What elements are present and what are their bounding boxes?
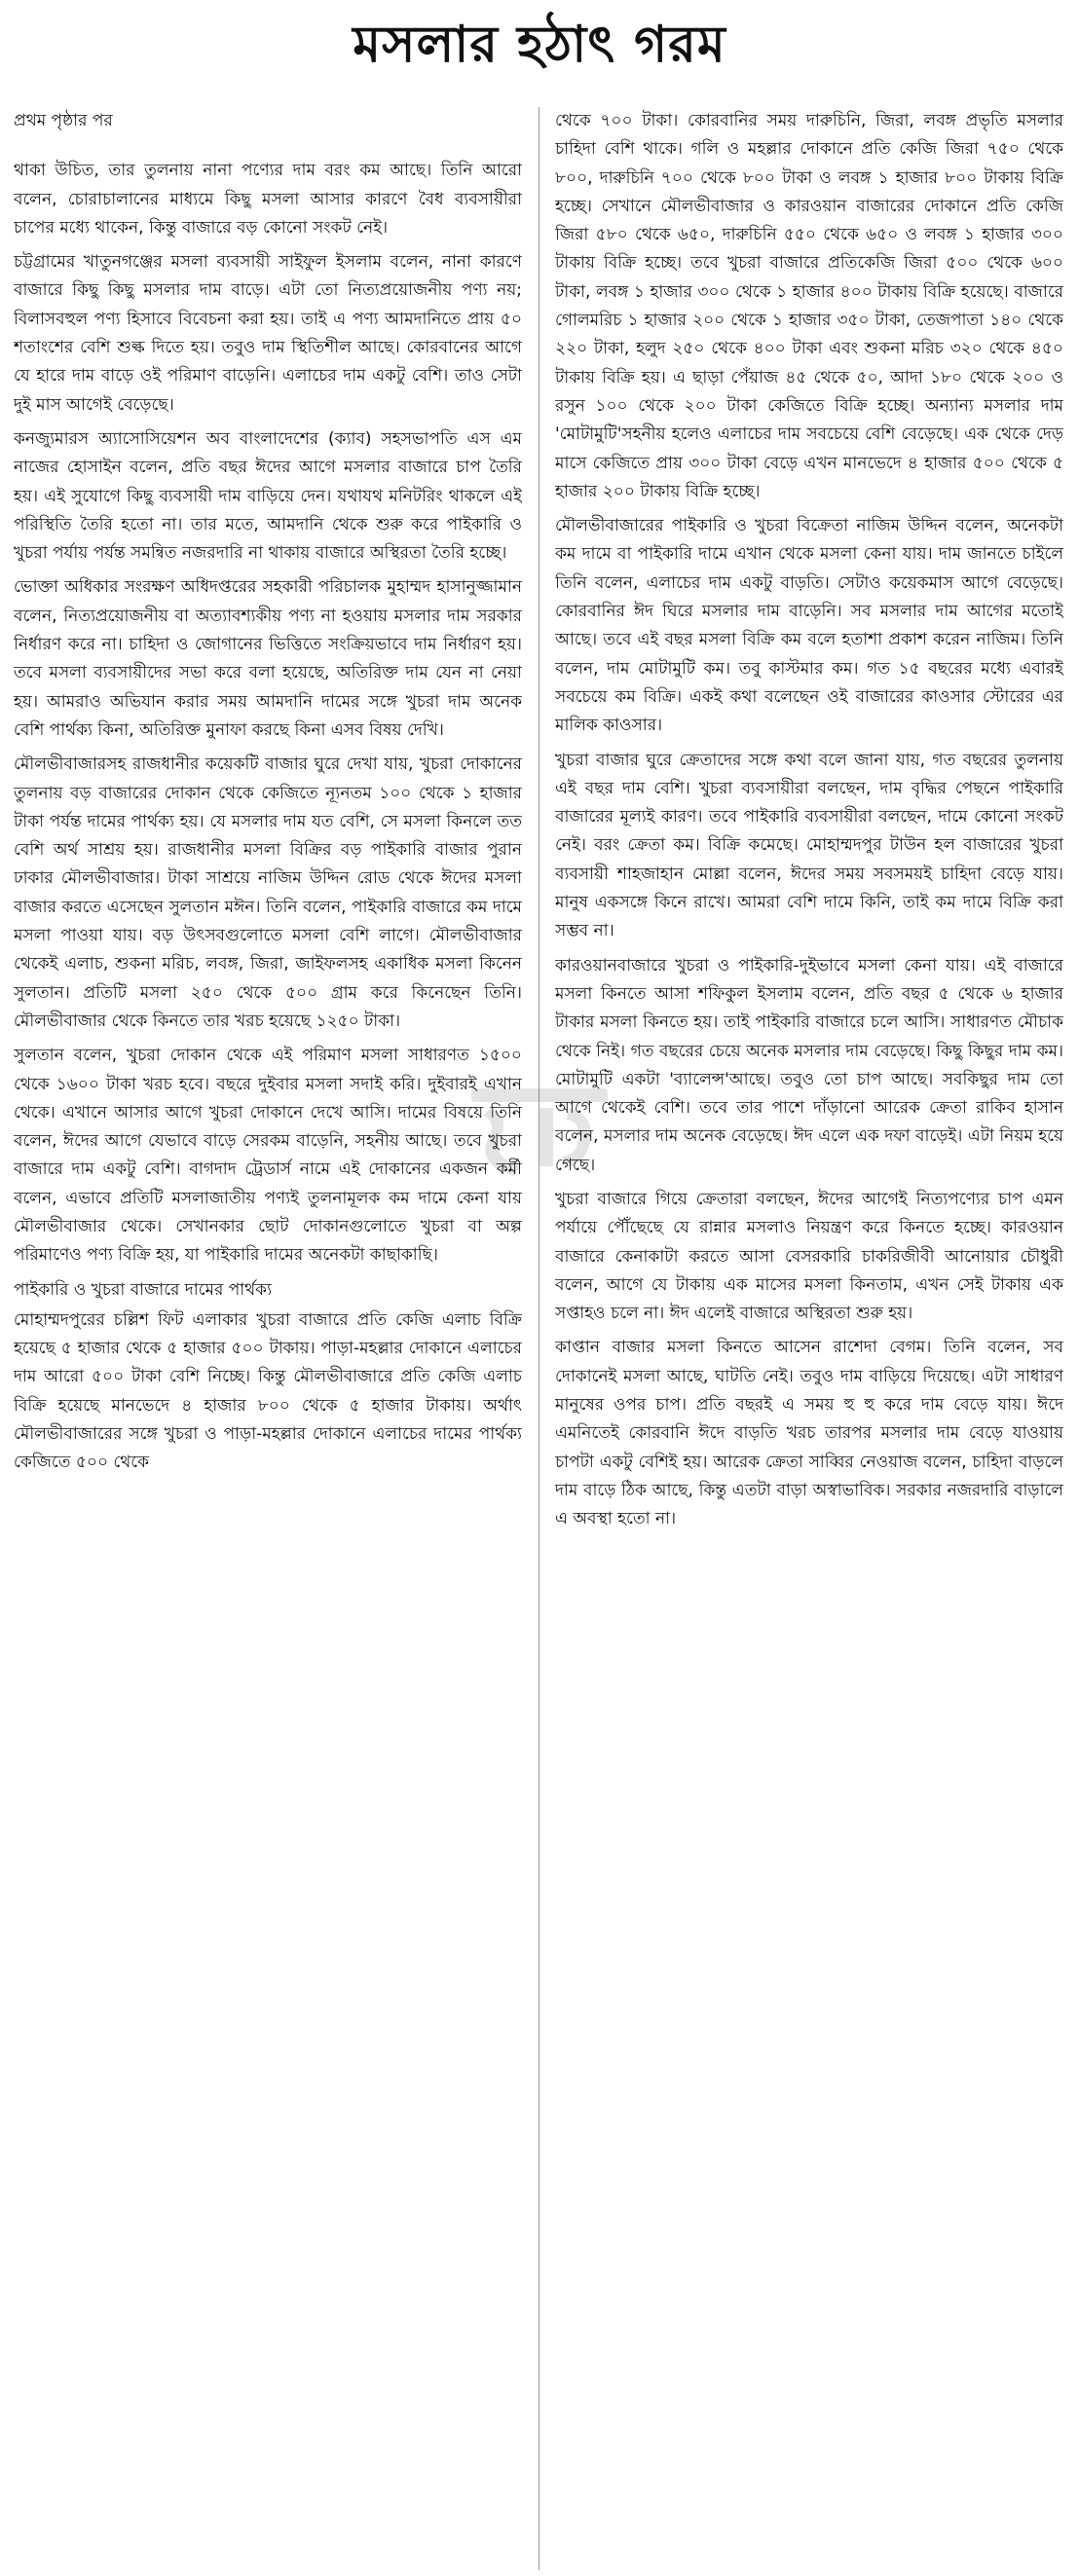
paragraph: থেকে ৭০০ টাকা। কোরবানির সময় দারুচিনি, জিরা, লবঙ্গ প্রভৃতি মসলার চাহিদা বেশি থাকে। গলি ও মহল্লার দোকানে প্রতি কেজি জিরা ৭৫০ থেকে ৮০০, দারুচিনি ৭০০ থেকে ৮০০ টাকা ও লবঙ্গ ১ হাজার ৮০০ টাকায় বিক্রি হচ্ছে। সেখানে মৌলভীবাজার ও কারওয়ান বাজারের দোকানে প্রতি কেজি জিরা ৫৮০ থেকে ৬৫০, দারুচিনি ৫৫০ থেকে ৬৫০ ও লবঙ্গ ১ হাজার ৩০০ টাকায় বিক্রি হচ্ছে। তবে খুচরা বাজারে প্রতিকেজি জিরা ৫০০ থেকে ৬০০ টাকা, লবঙ্গ ১ হাজার ৩০০ থেকে ১ হাজার ৪০০ টাকায় বিক্রি হয়েছে। বাজারে গোলমরিচ ১ হাজার ২০০ থেকে ১ হাজার ৩৫০ টাকা, তেজপাতা ১৪০ থেকে ২২০ টাকা, হলুদ ২৫০ থেকে ৪০০ টাকা এবং শুকনা মরিচ ৩২০ থেকে ৪৫০ টাকায় বিক্রি হয়। এ ছাড়া পেঁয়াজ ৪৫ থেকে ৫০, আদা ১৮০ থেকে ২০০ ও রসুন ১০০ থেকে ২০০ টাকা কেজিতে বিক্রি হচ্ছে। অন্যান্য মসলার দাম 'মোটামুটি'সহনীয় হলেও এলাচের দাম সবচেয়ে বেশি বেড়েছে। এক থেকে দেড় মাসে কেজিতে প্রায় ৩০০ টাকা বেড়ে এখন মানভেদে ৪ হাজার ৫০০ থেকে ৫ হাজার ২০০ টাকায় বিক্রি হচ্ছে। xyxy=(555,111,1063,501)
paragraph: থাকা উচিত, তার তুলনায় নানা পণ্যের দাম বরং কম আছে। তিনি আরো বলেন, চোরাচালানের মাধ্যমে কিছু মসলা আসার কারণে বৈধ ব্যবসায়ীরা চাপের মধ্যে থাকেন, কিন্তু বাজারে বড় কোনো সংকট নেই। xyxy=(14,161,522,238)
right-column xyxy=(555,107,1063,2570)
paragraph: মোহাম্মদপুরের চল্লিশ ফিট এলাকার খুচরা বাজারে প্রতি কেজি এলাচ বিক্রি হয়েছে ৫ হাজার থেকে ৫ হাজার ৫০০ টাকায়। পাড়া-মহল্লার দোকানে এলাচের দাম আরো ৫০০ টাকা বেশি নিচ্ছে। কিন্তু মৌলভীবাজারে প্রতি কেজি এলাচ বিক্রি হয়েছে মানভেদে ৪ হাজার ৮০০ থেকে ৫ হাজার টাকায়। অর্থাৎ মৌলভীবাজারের সঙ্গে খুচরা ও পাড়া-মহল্লার দোকানে এলাচের দামের পার্থক্য কেজিতে ৫০০ থেকে xyxy=(14,1309,522,1473)
column-divider xyxy=(539,107,540,2570)
article-body xyxy=(14,107,1065,2570)
paragraph: খুচরা বাজারে গিয়ে ক্রেতারা বলছেন, ঈদের আগেই নিত্যপণ্যের চাপ এমন পর্যায়ে পৌঁছেছে যে রান্নার মসলাও নিয়ন্ত্রণ করে কিনতে হচ্ছে। কারওয়ান বাজারে কেনাকাটা করতে আসা বেসরকারি চাকরিজীবী আনোয়ার চৌধুরী বলেন, আগে যে টাকায় এক মাসের মসলা কিনতাম, এখন সেই টাকায় এক সপ্তাহও চলে না। ঈদ এলেই বাজারে অস্থিরতা শুরু হয়। xyxy=(555,1189,1063,1324)
paragraph: খুচরা বাজার ঘুরে ক্রেতাদের সঙ্গে কথা বলে জানা যায়, গত বছরের তুলনায় এই বছর দাম বেশি। খুচরা ব্যবসায়ীরা বলছেন, দাম বৃদ্ধির পেছনে পাইকারি বাজারের মূল্যই কারণ। তবে পাইকারি ব্যবসায়ীরা বলছেন, দামে কোনো সংকট নেই। বরং ক্রেতা কম। বিক্রি কমেছে। মোহাম্মদপুর টাউন হল বাজারের খুচরা ব্যবসায়ী শাহজাহান মোল্লা বলেন, ঈদের সময় সবসময়ই চাহিদা বেড়ে যায়। মানুষ একসঙ্গে কিনে রাখে। আমরা বেশি দামে কিনি, তাই কম দামে বিক্রি করা সম্ভব না। xyxy=(555,750,1063,941)
section-subhead: পাইকারি ও খুচরা বাজারে দামের পার্থক্য xyxy=(14,1279,272,1300)
headline-area xyxy=(0,0,1079,86)
paragraph: সুলতান বলেন, খুচরা দোকান থেকে এই পরিমাণ মসলা সাধারণত ১৫০০ থেকে ১৬০০ টাকা খরচ হবে। বছরে দুইবার মসলা সদাই করি। দুইবারই এখান থেকে। এখানে আসার আগে খুচরা দোকানে দেখে আসি। দামের বিষয়ে তিনি বলেন, ঈদের আগে যেভাবে বাড়ে সেরকম বাড়েনি, সহনীয় আছে। তবে খুচরা বাজারে দাম একটু বেশি। বাগদাদ ট্রেডার্স নামে এই দোকানের একজন কর্মী বলেন, এভাবে প্রতিটি মসলাজাতীয় পণ্যই তুলনামূলক কম দামে কেনা যায় মৌলভীবাজার থেকে। সেখানকার ছোট দোকানগুলোতে খুচরা বা অল্প পরিমাণেও পণ্য বিক্রি হয়, যা পাইকারি দামের অনেকটা কাছাকাছি। xyxy=(14,1046,522,1266)
paragraph: কাপ্তান বাজার মসলা কিনতে আসেন রাশেদা বেগম। তিনি বলেন, সব দোকানেই মসলা আছে, ঘাটতি নেই। তবুও দাম বাড়িয়ে দিয়েছে। এটা সাধারণ মানুষের ওপর চাপ। প্রতি বছরই এ সময় হু হু করে দাম বেড়ে যায়। ঈদে এমনিতেই কোরবানি ঈদে বাড়তি খরচ তারপর মসলার দাম বেড়ে যাওয়ায় চাপটা একটু বেশিই হয়। আরেক ক্রেতা সাব্বির নেওয়াজ বলেন, চাহিদা বাড়লে দাম বাড়ে ঠিক আছে, কিন্তু এতটা বাড়া অস্বাভাবিক। সরকার নজরদারি বাড়ালে এ অবস্থা হতো না। xyxy=(555,1338,1063,1529)
paragraph: কারওয়ানবাজারে খুচরা ও পাইকারি-দুইভাবে মসলা কেনা যায়। এই বাজারে মসলা কিনতে আসা শফিকুল ইসলাম বলেন, প্রতি বছর ৫ থেকে ৬ হাজার টাকার মসলা কিনতে হয়। তাই পাইকারি বাজারে চলে আসি। সাধারণত মৌচাক থেকে নিই। গত বছরের চেয়ে অনেক মসলার দাম বেড়েছে। কিছু কিছুর দাম কম। মোটামুটি একটা 'ব্যালেন্স'আছে। তবুও তো চাপ আছে। সবকিছুর দাম তো আগে থেকেই বেশি। তবে তার পাশে দাঁড়ানো আরেক ক্রেতা রাকিব হাসান বলেন, মসলার দাম অনেক বেড়েছে। ঈদ এলে এক দফা বাড়েই। এটা নিয়ম হয়ে গেছে। xyxy=(555,955,1063,1175)
paragraph: মৌলভীবাজারসহ রাজধানীর কয়েকটি বাজার ঘুরে দেখা যায়, খুচরা দোকানের তুলনায় বড় বাজারের দোকান থেকে কেজিতে ন্যূনতম ১০০ থেকে ১ হাজার টাকা পর্যন্ত দামের পার্থক্য হয়। যে মসলার দাম যত বেশি, সে মসলা কিনলে তত বেশি অর্থ সাশ্রয় হয়। রাজধানীর মসলা বিক্রির বড় পাইকারি বাজার পুরান ঢাকার মৌলভীবাজার। টাকা সাশ্রয়ে নাজিম উদ্দিন রোড থেকে ঈদের মসলা বাজার করতে এসেছেন সুলতান মঈন। তিনি বলেন, পাইকারি বাজারে কম দামে মসলা পাওয়া যায়। বড় উৎসবগুলোতে মসলা বেশি লাগে। মৌলভীবাজার থেকেই এলাচ, শুকনা মরিচ, লবঙ্গ, জিরা, জাইফলসহ একাধিক মসলা কিনেন সুলতান। প্রতিটি মসলা ২৫০ থেকে ৫০০ গ্রাম করে কিনেছেন তিনি। মৌলভীবাজার থেকে কিনতে তার খরচ হয়েছে ১২৫০ টাকা। xyxy=(14,754,522,1031)
left-column xyxy=(14,107,522,2570)
paragraph: ভোক্তা অধিকার সংরক্ষণ অধিদপ্তরের সহকারী পরিচালক মুহাম্মদ হাসানুজ্জামান বলেন, নিত্যপ্রয়োজনীয় বা অত্যাবশ্যকীয় পণ্য না হওয়ায় মসলার দাম সরকার নির্ধারণ করে না। চাহিদা ও জোগানের ভিত্তিতে সংক্রিয়ভাবে দাম নির্ধারণ হয়। তবে মসলা ব্যবসায়ীদের সভা করে বলা হয়েছে, অতিরিক্ত দাম যেন না নেয়া হয়। আমরাও অভিযান করার সময় আমদানি দামের সঙ্গে খুচরা দাম অনেক বেশি পার্থক্য কিনা, অতিরিক্ত মুনাফা করছে কিনা এসব বিষয় দেখি। xyxy=(14,577,522,740)
continued-label: প্রথম পৃষ্ঠার পর xyxy=(14,111,113,130)
paragraph: চট্টগ্রামের খাতুনগঞ্জের মসলা ব্যবসায়ী সাইফুল ইসলাম বলেন, নানা কারণে বাজারে কিছু কিছু মসলার দাম বাড়ে। এটা তো নিত্যপ্রয়োজনীয় পণ্য নয়; বিলাসবহুল পণ্য হিসাবে বিবেচনা করা হয়। তাই এ পণ্য আমদানিতে প্রায় ৫০ শতাংশের বেশি শুল্ক দিতে হয়। তবুও দাম স্থিতিশীল আছে। কোরবানের আগে যে হারে দাম বাড়ে ওই পরিমাণ বাড়েনি। এলাচের দাম একটু বেশি। তাও সেটা দুই মাস আগেই বেড়েছে। xyxy=(14,252,522,415)
page-title: মসলার হঠাৎ গরম xyxy=(353,15,726,74)
paragraph: কনজ্যুমারস অ্যাসোসিয়েশন অব বাংলাদেশের (ক্যাব) সহসভাপতি এস এম নাজের হোসাইন বলেন, প্রতি বছর ঈদের আগে মসলার বাজারে চাপ তৈরি হয়। এই সুযোগে কিছু ব্যবসায়ী দাম বাড়িয়ে দেন। যথাযথ মনিটরিং থাকলে এই পরিস্থিতি তৈরি হতো না। তার মতে, আমদানি থেকে শুরু করে পাইকারি ও খুচরা পর্যায় পর্যন্ত সমন্বিত নজরদারি না থাকায় বাজারে অস্থিরতা তৈরি হচ্ছে। xyxy=(14,428,522,564)
watermark-logo xyxy=(462,1069,617,1186)
paragraph: মৌলভীবাজারের পাইকারি ও খুচরা বিক্রেতা নাজিম উদ্দিন বলেন, অনেকটা কম দামে বা পাইকারি দামে এখান থেকে মসলা কেনা যায়। দাম জানতে চাইলে তিনি বলেন, এলাচের দাম একটু বাড়তি। সেটাও কয়েকমাস আগে বেড়েছে। কোরবানির ঈদ ঘিরে মসলার দাম বাড়েনি। সব মসলার দাম আগের মতোই আছে। তবে এই বছর মসলা বিক্রি কম বলে হতাশা প্রকাশ করেন নাজিম। তিনি বলেন, দাম মোটামুটি কম। তবু কাস্টমার কম। গত ১৫ বছরের মধ্যে এবারই সবচেয়ে কম বিক্রি। একই কথা বলেছেন ওই বাজারের কাওসার স্টোরের এর মালিক কাওসার। xyxy=(555,516,1063,736)
